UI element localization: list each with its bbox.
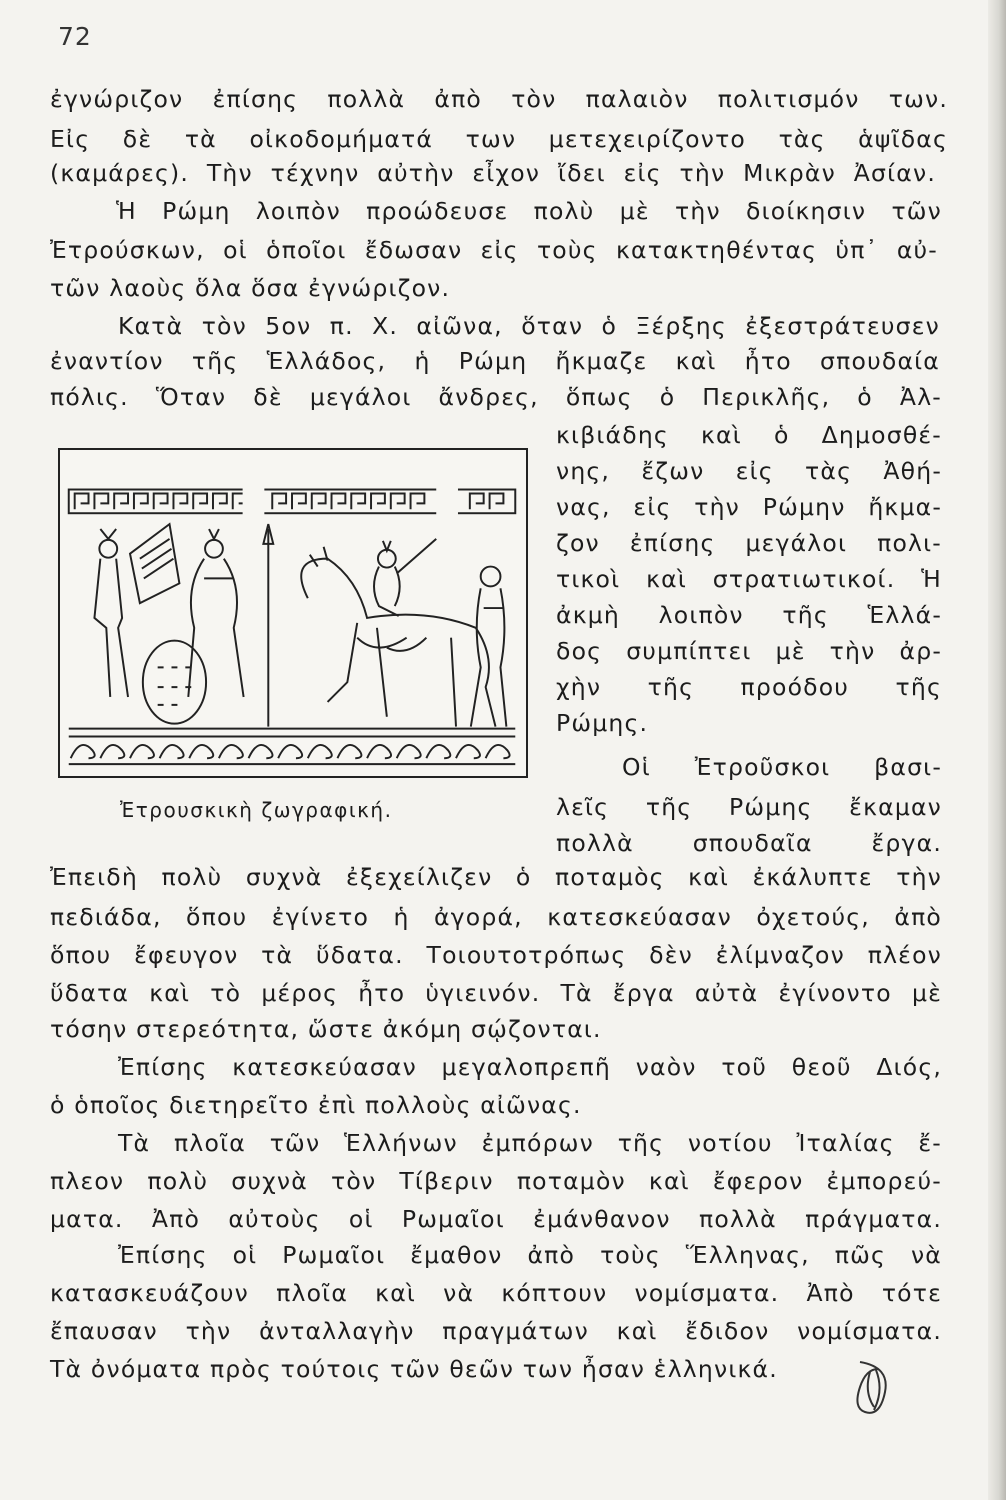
page-number: 72 (58, 22, 92, 51)
text-line: Τὰ πλοῖα τῶν Ἑλλήνων ἐμπόρων τῆς νοτίου Ἰταλίας ἔ- (118, 1129, 942, 1157)
text-line: πολλὰ σπουδαῖα ἔργα. (556, 829, 942, 857)
etruscan-painting-illustration (60, 450, 526, 776)
page-edge (988, 0, 1006, 1500)
text-line: τόσην στερεότητα, ὥστε ἀκόμη σῴζονται. (50, 1015, 602, 1043)
text-line: ὅπου ἔφευγον τὰ ὕδατα. Τοιουτοτρόπως δὲν ἐλίμναζον πλέον (50, 941, 942, 969)
text-line: λεῖς τῆς Ρώμης ἔκαμαν (556, 793, 942, 821)
text-line: ματα. Ἀπὸ αὐτοὺς οἱ Ρωμαῖοι ἐμάνθανον πολλὰ πράγματα. (50, 1205, 942, 1233)
text-line: Ἐπειδὴ πολὺ συχνὰ ἐξεχείλιζεν ὁ ποταμὸς καὶ ἐκάλυπτε τὴν (50, 863, 942, 891)
text-line: Τὰ ὀνόματα πρὸς τούτοις τῶν θεῶν των ἦσαν ἑλληνικά. (50, 1355, 778, 1383)
text-line: Ἐπίσης οἱ Ρωμαῖοι ἔμαθον ἀπὸ τοὺς Ἕλληνας, πῶς νὰ (118, 1241, 942, 1269)
text-line: (καμάρες). Τὴν τέχνην αὐτὴν εἶχον ἴδει εἰς τὴν Μικρὰν Ἀσίαν. (50, 159, 936, 187)
text-line: δος συμπίπτει μὲ τὴν ἀρ- (556, 637, 942, 665)
text-line: Οἱ Ἐτροῦσκοι βασι- (622, 753, 942, 781)
text-line: πλεον πολὺ συχνὰ τὸν Τίβεριν ποταμὸν καὶ ἔφερον ἐμπορεύ- (50, 1167, 942, 1195)
text-line: ζον ἐπίσης μεγάλοι πολι- (556, 529, 942, 557)
text-line: κατασκευάζουν πλοῖα καὶ νὰ κόπτουν νομίσματα. Ἀπὸ τότε (50, 1279, 942, 1307)
etruscan-painting-figure (58, 448, 528, 778)
text-line: Ἐτρούσκων, οἱ ὁποῖοι ἔδωσαν εἰς τοὺς κατακτηθέντας ὑπ᾽ αὐ- (50, 236, 938, 264)
text-line: τῶν λαοὺς ὅλα ὅσα ἐγνώριζον. (50, 274, 451, 302)
text-line: πόλις. Ὅταν δὲ μεγάλοι ἄνδρες, ὅπως ὁ Περικλῆς, ὁ Ἀλ- (50, 383, 942, 411)
text-line: ὁ ὁποῖος διετηρεῖτο ἐπὶ πολλοὺς αἰῶνας. (50, 1091, 582, 1119)
text-line: Ἐπίσης κατεσκεύασαν μεγαλοπρεπῆ ναὸν τοῦ θεοῦ Διός, (118, 1053, 942, 1081)
text-line: νης, ἔζων εἰς τὰς Ἀθή- (556, 457, 942, 485)
ink-scribble-mark (840, 1352, 910, 1422)
text-line: πεδιάδα, ὅπου ἐγίνετο ἡ ἀγορά, κατεσκεύασαν ὀχετούς, ἀπὸ (50, 903, 942, 931)
text-line: Ρώμης. (556, 709, 649, 737)
text-line: Εἰς δὲ τὰ οἰκοδομήματά των μετεχειρίζοντο τὰς ἁψῖδας (50, 125, 948, 153)
text-line: ὕδατα καὶ τὸ μέρος ἦτο ὑγιεινόν. Τὰ ἔργα αὐτὰ ἐγίνοντο μὲ (50, 979, 942, 1007)
figure-caption: Ἐτρουσκικὴ ζωγραφική. (120, 798, 393, 822)
text-line: νας, εἰς τὴν Ρώμην ἤκμα- (556, 493, 942, 521)
text-line: Κατὰ τὸν 5ον π. Χ. αἰῶνα, ὅταν ὁ Ξέρξης ἐξεστράτευσεν (118, 312, 940, 340)
text-line: ἔπαυσαν τὴν ἀνταλλαγὴν πραγμάτων καὶ ἔδιδον νομίσματα. (50, 1317, 942, 1345)
text-line: τικοὶ καὶ στρατιωτικοί. Ἡ (556, 565, 942, 593)
text-line: χὴν τῆς προόδου τῆς (556, 673, 942, 701)
text-line: ἐγνώριζον ἐπίσης πολλὰ ἀπὸ τὸν παλαιὸν πολιτισμόν των. (50, 85, 948, 113)
text-line: ἀκμὴ λοιπὸν τῆς Ἑλλά- (556, 601, 942, 629)
text-line: κιβιάδης καὶ ὁ Δημοσθέ- (556, 421, 942, 449)
text-line: ἐναντίον τῆς Ἑλλάδος, ἡ Ρώμη ἤκμαζε καὶ ἦτο σπουδαία (50, 347, 940, 375)
text-line: Ἡ Ρώμη λοιπὸν προώδευσε πολὺ μὲ τὴν διοίκησιν τῶν (116, 197, 942, 225)
